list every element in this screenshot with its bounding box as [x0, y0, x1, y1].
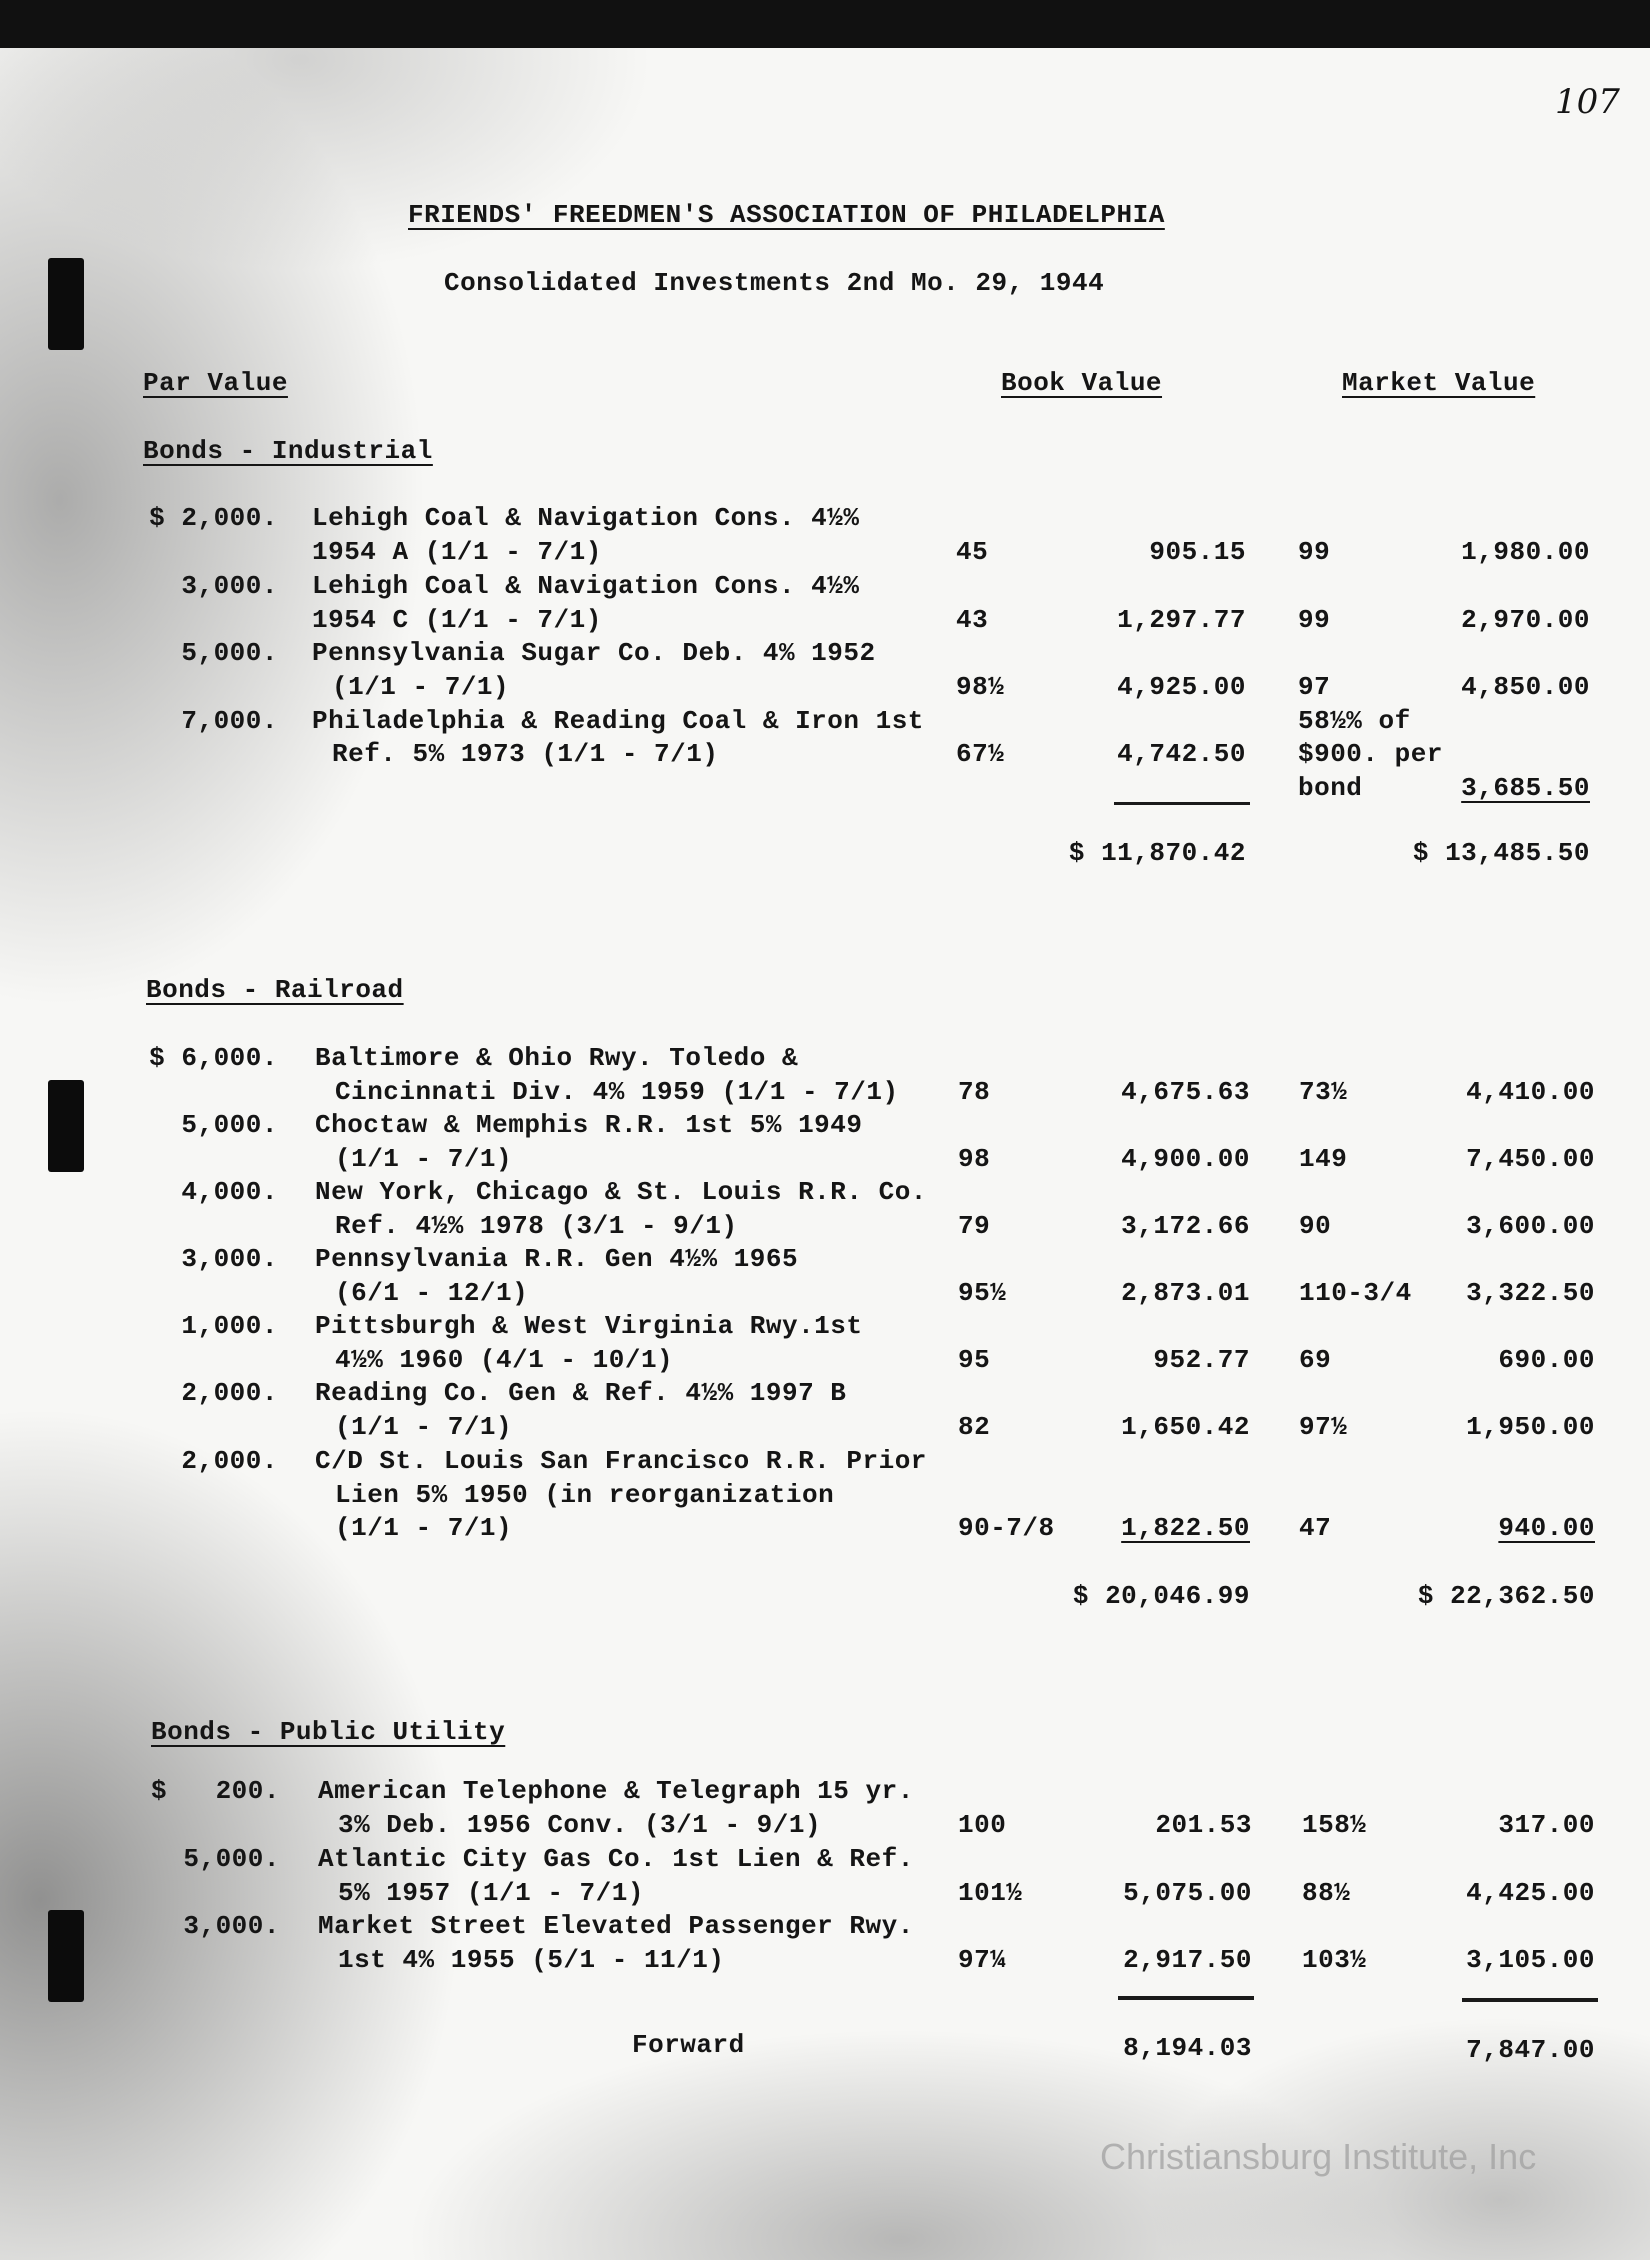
book-price: 43 [956, 605, 989, 635]
par-value: 200. [215, 1776, 280, 1806]
book-price: 82 [958, 1412, 991, 1442]
par-value: 5,000. [183, 1844, 280, 1874]
par-value: $ 6,000. [149, 1043, 278, 1073]
book-price: 98½ [956, 672, 1005, 702]
book-value: 4,925.00 [1117, 672, 1246, 702]
book-value: 4,900.00 [1121, 1144, 1250, 1174]
par-value: 4,000. [181, 1177, 278, 1207]
bond-description: Lehigh Coal & Navigation Cons. 4½% [312, 503, 860, 533]
par-value: 1,000. [181, 1311, 278, 1341]
market-price: 99 [1298, 605, 1331, 635]
market-price: 58½% of [1298, 706, 1411, 736]
industrial-total-book: $ 11,870.42 [1068, 838, 1246, 868]
par-value: 3,000. [181, 571, 278, 601]
column-header-market-value: Market Value [1342, 368, 1536, 398]
bond-description-cont: (6/1 - 12/1) [335, 1278, 529, 1308]
market-subtotal-rule [1462, 1998, 1598, 2002]
par-value: 2,000. [181, 1446, 278, 1476]
section-heading-railroad: Bonds - Railroad [146, 975, 404, 1005]
market-value: 4,425.00 [1466, 1878, 1595, 1908]
par-value: 5,000. [181, 638, 278, 668]
forward-book-value: 8,194.03 [1123, 2033, 1252, 2063]
book-value: 3,172.66 [1121, 1211, 1250, 1241]
bond-description: Pennsylvania R.R. Gen 4½% 1965 [315, 1244, 799, 1274]
bond-description: Market Street Elevated Passenger Rwy. [318, 1911, 914, 1941]
bond-description: Choctaw & Memphis R.R. 1st 5% 1949 [315, 1110, 863, 1140]
binder-hole-bottom [48, 1910, 84, 2002]
book-price: 67½ [956, 739, 1005, 769]
par-value: 3,000. [183, 1911, 280, 1941]
binder-hole-middle [48, 1080, 84, 1172]
book-value: 5,075.00 [1123, 1878, 1252, 1908]
bond-description-cont: (1/1 - 7/1) [335, 1144, 513, 1174]
document-subtitle: Consolidated Investments 2nd Mo. 29, 1944 [444, 268, 1105, 298]
book-price: 90-7/8 [958, 1513, 1055, 1543]
industrial-total-market: $ 13,485.50 [1412, 838, 1590, 868]
market-price: 90 [1299, 1211, 1332, 1241]
bond-description: New York, Chicago & St. Louis R.R. Co. [315, 1177, 927, 1207]
bond-description: Baltimore & Ohio Rwy. Toledo & [315, 1043, 799, 1073]
page-number: 107 [1555, 82, 1620, 122]
market-value: 317.00 [1498, 1810, 1595, 1840]
bond-description-cont: 1st 4% 1955 (5/1 - 11/1) [338, 1945, 725, 1975]
bond-description: Lehigh Coal & Navigation Cons. 4½% [312, 571, 860, 601]
book-price: 78 [958, 1077, 991, 1107]
market-value: 4,410.00 [1466, 1077, 1595, 1107]
bond-description: Pennsylvania Sugar Co. Deb. 4% 1952 [312, 638, 876, 668]
market-price: 97½ [1299, 1412, 1348, 1442]
market-price: 110-3/4 [1299, 1278, 1412, 1308]
bond-description: Philadelphia & Reading Coal & Iron 1st [312, 706, 924, 736]
bond-description-cont: (1/1 - 7/1) [335, 1513, 513, 1543]
railroad-total-market: $ 22,362.50 [1417, 1581, 1595, 1611]
bond-description-cont: Lien 5% 1950 (in reorganization [335, 1480, 835, 1510]
book-value: 4,675.63 [1121, 1077, 1250, 1107]
market-price: 158½ [1302, 1810, 1367, 1840]
watermark: Christiansburg Institute, Inc [1100, 2136, 1537, 2177]
market-price-note: $900. per [1298, 739, 1443, 769]
book-price: 97¼ [958, 1945, 1007, 1975]
bond-description-cont: 1954 A (1/1 - 7/1) [312, 537, 602, 567]
bond-description: American Telephone & Telegraph 15 yr. [318, 1776, 914, 1806]
bond-description-cont: (1/1 - 7/1) [332, 672, 510, 702]
bond-description: Pittsburgh & West Virginia Rwy.1st [315, 1311, 863, 1341]
forward-market-value: 7,847.00 [1466, 2035, 1595, 2065]
bond-description: Atlantic City Gas Co. 1st Lien & Ref. [318, 1844, 914, 1874]
market-price: 73½ [1299, 1077, 1348, 1107]
market-price: 47 [1299, 1513, 1332, 1543]
bond-description-cont: 4½% 1960 (4/1 - 10/1) [335, 1345, 674, 1375]
bond-description-cont: 5% 1957 (1/1 - 7/1) [338, 1878, 644, 1908]
market-value: 1,950.00 [1466, 1412, 1595, 1442]
book-price: 95½ [958, 1278, 1007, 1308]
book-price: 100 [958, 1810, 1007, 1840]
railroad-total-book: $ 20,046.99 [1072, 1581, 1250, 1611]
market-value: 3,322.50 [1466, 1278, 1595, 1308]
book-price: 98 [958, 1144, 991, 1174]
book-price: 95 [958, 1345, 991, 1375]
bond-description-cont: (1/1 - 7/1) [335, 1412, 513, 1442]
par-value: 5,000. [181, 1110, 278, 1140]
book-subtotal-rule [1118, 1996, 1254, 2000]
market-price: 97 [1298, 672, 1331, 702]
market-value: 3,685.50 [1461, 773, 1590, 803]
subtotal-rule [1114, 802, 1250, 805]
par-value: 7,000. [181, 706, 278, 736]
book-value: 952.77 [1153, 1345, 1250, 1375]
market-value: 3,105.00 [1466, 1945, 1595, 1975]
scan-border-top [0, 0, 1650, 48]
document-title: FRIENDS' FREEDMEN'S ASSOCIATION OF PHILADELPHIA [408, 200, 1165, 230]
market-value: 690.00 [1498, 1345, 1595, 1375]
market-value: 4,850.00 [1461, 672, 1590, 702]
book-value: 4,742.50 [1117, 739, 1246, 769]
bond-description: Reading Co. Gen & Ref. 4½% 1997 B [315, 1378, 847, 1408]
section-heading-industrial: Bonds - Industrial [143, 436, 433, 466]
book-value: 1,650.42 [1121, 1412, 1250, 1442]
book-value: 905.15 [1149, 537, 1246, 567]
market-value: 2,970.00 [1461, 605, 1590, 635]
book-value: 1,822.50 [1121, 1513, 1250, 1543]
market-price: 99 [1298, 537, 1331, 567]
par-value: 2,000. [181, 1378, 278, 1408]
market-price: 103½ [1302, 1945, 1367, 1975]
par-value: $ 2,000. [149, 503, 278, 533]
book-value: 2,917.50 [1123, 1945, 1252, 1975]
book-value: 201.53 [1155, 1810, 1252, 1840]
market-value: 940.00 [1498, 1513, 1595, 1543]
market-value: 7,450.00 [1466, 1144, 1595, 1174]
market-price: 69 [1299, 1345, 1332, 1375]
book-price: 79 [958, 1211, 991, 1241]
market-value: 1,980.00 [1461, 537, 1590, 567]
column-header-par-value: Par Value [143, 368, 288, 398]
column-header-book-value: Book Value [1001, 368, 1163, 398]
market-price-note: bond [1298, 773, 1363, 803]
market-price: 149 [1299, 1144, 1348, 1174]
forward-label: Forward [632, 2030, 745, 2060]
bond-description-cont: Cincinnati Div. 4% 1959 (1/1 - 7/1) [335, 1077, 899, 1107]
book-value: 1,297.77 [1117, 605, 1246, 635]
bond-description-cont: 3% Deb. 1956 Conv. (3/1 - 9/1) [338, 1810, 822, 1840]
market-value: 3,600.00 [1466, 1211, 1595, 1241]
book-value: 2,873.01 [1121, 1278, 1250, 1308]
bond-description-cont: 1954 C (1/1 - 7/1) [312, 605, 602, 635]
bond-description: C/D St. Louis San Francisco R.R. Prior [315, 1446, 927, 1476]
market-price: 88½ [1302, 1878, 1351, 1908]
book-price: 45 [956, 537, 989, 567]
par-currency: $ [151, 1776, 168, 1806]
bond-description-cont: Ref. 4½% 1978 (3/1 - 9/1) [335, 1211, 738, 1241]
book-price: 101½ [958, 1878, 1023, 1908]
section-heading-public-utility: Bonds - Public Utility [151, 1717, 506, 1747]
binder-hole-top [48, 258, 84, 350]
par-value: 3,000. [181, 1244, 278, 1274]
bond-description-cont: Ref. 5% 1973 (1/1 - 7/1) [332, 739, 719, 769]
